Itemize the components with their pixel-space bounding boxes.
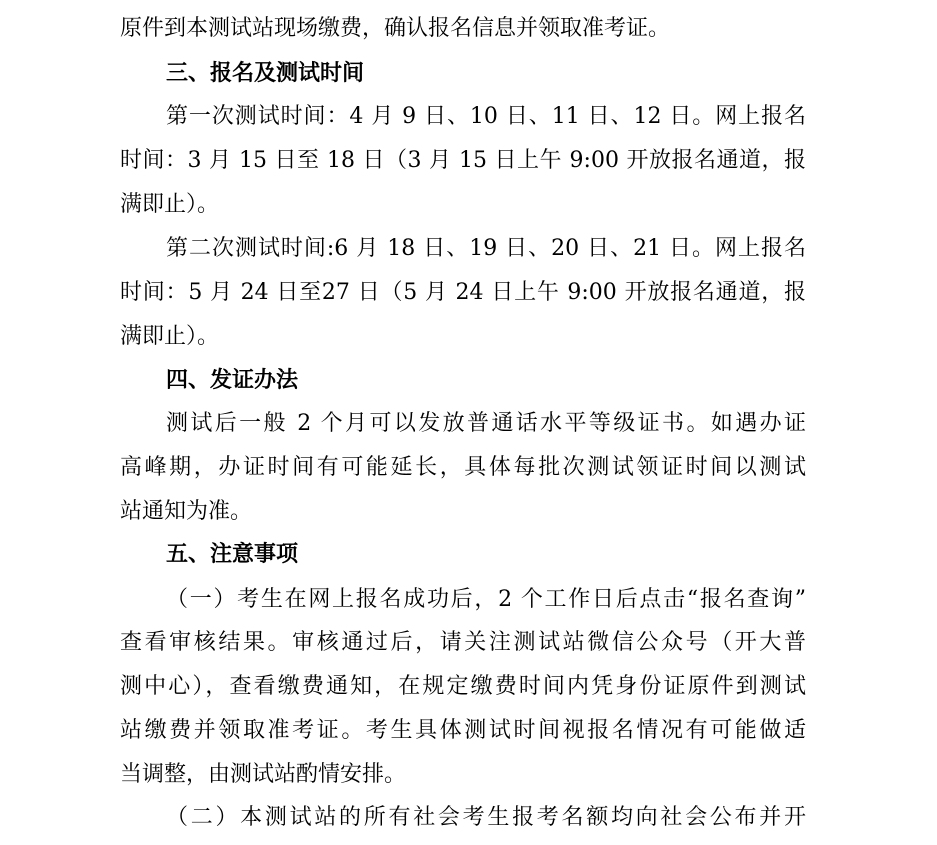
section-heading-notes: 五、注意事项: [166, 542, 299, 567]
body-text-line: （二）本测试站的所有社会考生报考名额均向社会公布并开: [166, 805, 806, 830]
body-text-line: 满即止）。: [120, 324, 220, 349]
section-heading-registration-time: 三、报名及测试时间: [166, 61, 365, 86]
body-text-line: 满即止）。: [120, 192, 220, 217]
body-text-line: 查看审核结果。审核通过后，请关注测试站微信公众号（开大普: [120, 630, 806, 655]
body-text-line: 时间：5 月 24 日至27 日（5 月 24 日上午 9:00 开放报名通道，报: [120, 280, 806, 305]
body-text-line: （一）考生在网上报名成功后，2 个工作日后点击“报名查询”: [166, 587, 806, 612]
body-text-line: 第一次测试时间：4 月 9 日、10 日、11 日、12 日。网上报名: [166, 104, 806, 129]
body-text-line: 站缴费并领取准考证。考生具体测试时间视报名情况有可能做适: [120, 718, 806, 743]
body-text-line: 原件到本测试站现场缴费，确认报名信息并领取准考证。: [120, 16, 671, 41]
body-text-line: 时间：3 月 15 日至 18 日（3 月 15 日上午 9:00 开放报名通道，报: [120, 148, 806, 173]
body-text-line: 第二次测试时间:6 月 18 日、19 日、20 日、21 日。网上报名: [166, 236, 806, 261]
body-text-line: 测中心），查看缴费通知，在规定缴费时间内凭身份证原件到测试: [120, 674, 806, 699]
body-text-line: 测试后一般 2 个月可以发放普通话水平等级证书。如遇办证: [166, 411, 806, 436]
body-text-line: 高峰期，办证时间有可能延长，具体每批次测试领证时间以测试: [120, 455, 806, 480]
body-text-line: 当调整，由测试站酌情安排。: [120, 762, 407, 787]
body-text-line: 站通知为准。: [120, 499, 253, 524]
section-heading-certificate: 四、发证办法: [166, 368, 299, 393]
